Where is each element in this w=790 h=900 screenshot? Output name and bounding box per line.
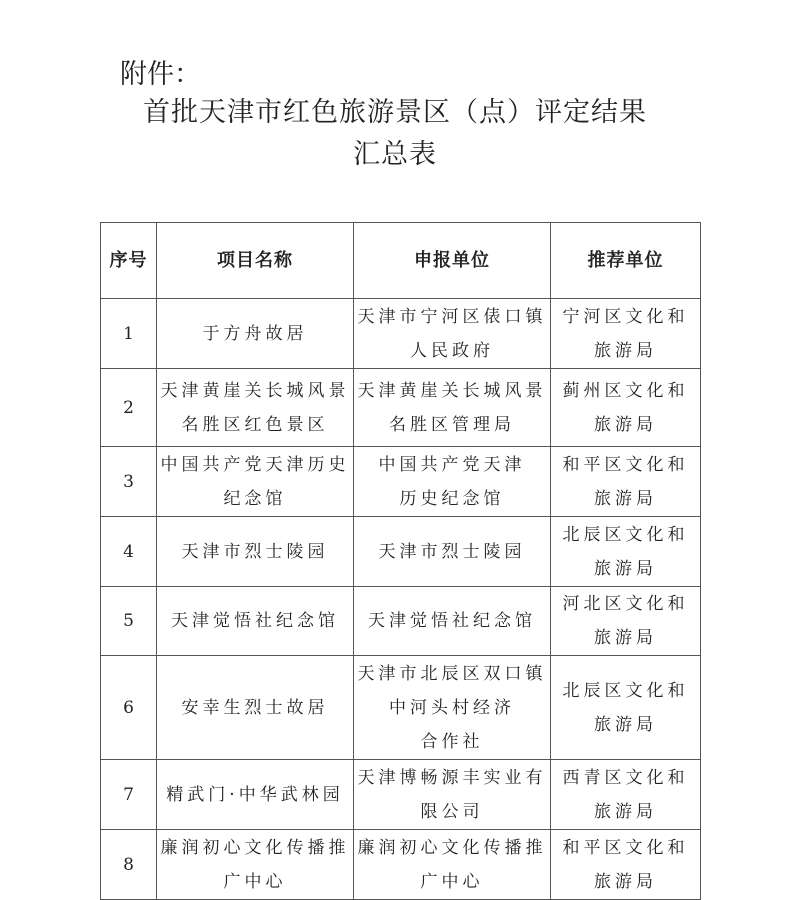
attachment-label: 附件： [120, 59, 201, 90]
table-row [101, 760, 701, 830]
project-name: 天津觉悟社纪念馆 [157, 587, 354, 656]
project-name: 天津市烈士陵园 [157, 517, 354, 587]
recommending-unit: 和平区文化和 旅游局 [551, 447, 701, 517]
header-project-name: 项目名称 [157, 223, 354, 299]
recommending-unit: 蓟州区文化和 旅游局 [551, 369, 701, 447]
recommending-unit: 河北区文化和 旅游局 [551, 587, 701, 656]
applicant-unit: 廉润初心文化传播推 广中心 [354, 830, 551, 900]
project-name: 精武门·中华武林园 [157, 760, 354, 830]
applicant-unit: 天津市宁河区俵口镇 人民政府 [354, 299, 551, 369]
row-index: 3 [101, 447, 157, 517]
project-name: 中国共产党天津历史 纪念馆 [157, 447, 354, 517]
applicant-unit: 天津市烈士陵园 [354, 517, 551, 587]
applicant-unit: 天津博畅源丰实业有 限公司 [354, 760, 551, 830]
table-row [101, 830, 701, 900]
applicant-unit: 天津觉悟社纪念馆 [354, 587, 551, 656]
row-index: 8 [101, 830, 157, 900]
applicant-unit: 天津市北辰区双口镇 中河头村经济 合作社 [354, 656, 551, 760]
recommending-unit: 西青区文化和 旅游局 [551, 760, 701, 830]
row-index: 5 [101, 587, 157, 656]
table-row [101, 369, 701, 447]
header-recommender: 推荐单位 [551, 223, 701, 299]
table-header-row [101, 223, 701, 299]
table-row [101, 447, 701, 517]
document-subtitle: 汇总表 [353, 139, 437, 170]
results-table [100, 222, 701, 900]
project-name: 于方舟故居 [157, 299, 354, 369]
applicant-unit: 中国共产党天津 历史纪念馆 [354, 447, 551, 517]
document-title: 首批天津市红色旅游景区（点）评定结果 [143, 97, 647, 128]
recommending-unit: 北辰区文化和 旅游局 [551, 517, 701, 587]
recommending-unit: 和平区文化和 旅游局 [551, 830, 701, 900]
project-name: 廉润初心文化传播推 广中心 [157, 830, 354, 900]
applicant-unit: 天津黄崖关长城风景 名胜区管理局 [354, 369, 551, 447]
row-index: 2 [101, 369, 157, 447]
project-name: 天津黄崖关长城风景 名胜区红色景区 [157, 369, 354, 447]
row-index: 1 [101, 299, 157, 369]
table-row [101, 517, 701, 587]
header-index: 序号 [101, 223, 157, 299]
header-applicant: 申报单位 [354, 223, 551, 299]
row-index: 4 [101, 517, 157, 587]
table-row [101, 656, 701, 760]
project-name: 安幸生烈士故居 [157, 656, 354, 760]
row-index: 6 [101, 656, 157, 760]
row-index: 7 [101, 760, 157, 830]
recommending-unit: 宁河区文化和 旅游局 [551, 299, 701, 369]
recommending-unit: 北辰区文化和 旅游局 [551, 656, 701, 760]
table-row [101, 299, 701, 369]
table-row [101, 587, 701, 656]
